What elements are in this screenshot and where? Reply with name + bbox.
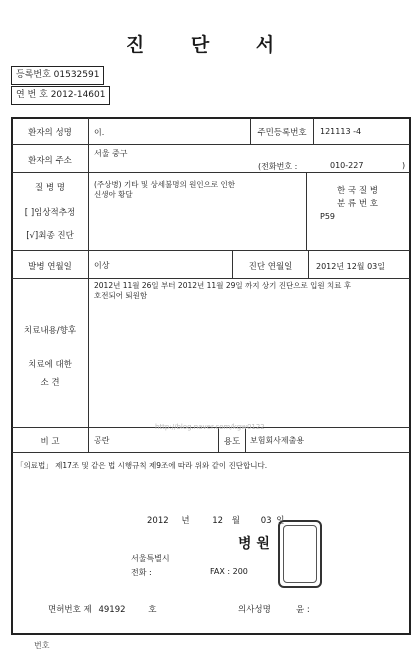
row-divider: [12, 278, 410, 279]
disease-label: 질 병 명: [34, 183, 66, 193]
kcd-code-value: P59: [320, 212, 336, 221]
issue-day: 03: [260, 516, 272, 526]
hospital-name: 병 원: [238, 536, 270, 552]
license-number: 49192: [98, 605, 126, 615]
serial-number-box: [11, 86, 110, 105]
blog-watermark: http://blog.naver.com/kgw0122: [155, 423, 265, 431]
purpose-value: 보험회사제출용: [250, 436, 305, 445]
document-title: 진 단 서: [125, 34, 295, 56]
law-statement: 「의료법」 제17조 및 같은 법 시행규칙 제9조에 따라 위와 같이 진단합니다.: [16, 461, 268, 470]
hospital-fax-label: FAX : 200: [210, 567, 248, 576]
kcd-title-line1: 한 국 질 병: [337, 186, 378, 196]
row-divider: [12, 172, 410, 173]
treatment-text-line1: 2012년 11월 26일 부터 2012년 11월 29일 까지 상기 진단으로 입원 치료 후: [94, 281, 352, 290]
remarks-label: 비 고: [40, 437, 60, 447]
rrn-label: 주민등록번호: [257, 128, 307, 138]
patient-phone-label: (전화번호 :: [258, 162, 298, 171]
column-divider: [313, 118, 314, 145]
issue-day-unit: 일: [276, 516, 285, 526]
patient-phone-value: 010-227: [330, 161, 364, 170]
doctor-name-value: 윤 :: [296, 605, 310, 615]
hospital-seal-stamp: [278, 520, 322, 588]
footer-cut-text: 번호: [34, 641, 50, 650]
doctor-name-label: 의사성명: [238, 605, 271, 615]
onset-date-value: 이상: [94, 261, 110, 270]
purpose-label: 용도: [223, 437, 241, 447]
row-divider: [12, 452, 410, 453]
column-divider: [88, 118, 89, 452]
treatment-label-line3: 소 견: [40, 378, 60, 388]
registration-label: 등록번호: [16, 70, 51, 80]
column-divider: [306, 172, 307, 251]
final-diagnosis-checkbox-label: [√]최종 진단: [26, 231, 74, 241]
remarks-value: 공란: [94, 436, 110, 445]
diagnosis-date-label: 진단 연월일: [248, 262, 293, 272]
disease-text-line1: (주상병) 기타 및 상세불명의 원인으로 인한: [94, 180, 235, 189]
seal-inner-border: [283, 525, 317, 583]
patient-name-value: 이.: [94, 128, 105, 137]
license-label: 면허번호 제: [48, 605, 92, 615]
patient-address-value: 서울 중구: [94, 149, 128, 158]
kcd-title-line2: 분 류 번 호: [337, 199, 378, 209]
serial-label: 연 번 호: [16, 90, 48, 100]
treatment-text-line2: 호전되어 퇴원함: [94, 291, 148, 300]
onset-date-label: 발병 연월일: [28, 262, 72, 272]
patient-phone-close: ): [402, 161, 406, 170]
treatment-label-line2: 치료에 대한: [28, 360, 72, 370]
issue-year: 2012: [147, 516, 169, 526]
hospital-phone-label: 전화 :: [131, 568, 152, 577]
doctor-license: [48, 603, 156, 615]
issue-date: [147, 514, 284, 526]
provisional-checkbox-label: [ ]임상적추정: [24, 208, 76, 218]
diagnosis-date-value: 2012년 12월 03일: [316, 262, 385, 271]
issue-month: 12: [212, 516, 224, 526]
registration-number-box: [11, 66, 104, 85]
row-divider: [12, 250, 410, 251]
patient-name-label: 환자의 성명: [28, 128, 72, 138]
rrn-value: 121113 -4: [320, 127, 362, 136]
treatment-label-line1: 치료내용/향후: [23, 326, 77, 336]
license-unit: 호: [148, 605, 157, 615]
serial-value: 2012-14601: [50, 90, 106, 100]
issue-month-unit: 월: [231, 516, 241, 526]
row-divider: [12, 144, 410, 145]
registration-value: 01532591: [53, 70, 100, 80]
patient-address-label: 환자의 주소: [28, 156, 72, 166]
column-divider: [308, 250, 309, 279]
disease-text-line2: 신생아 황달: [94, 190, 133, 199]
hospital-address: 서울특별시: [131, 554, 170, 563]
issue-year-unit: 년: [181, 516, 190, 526]
